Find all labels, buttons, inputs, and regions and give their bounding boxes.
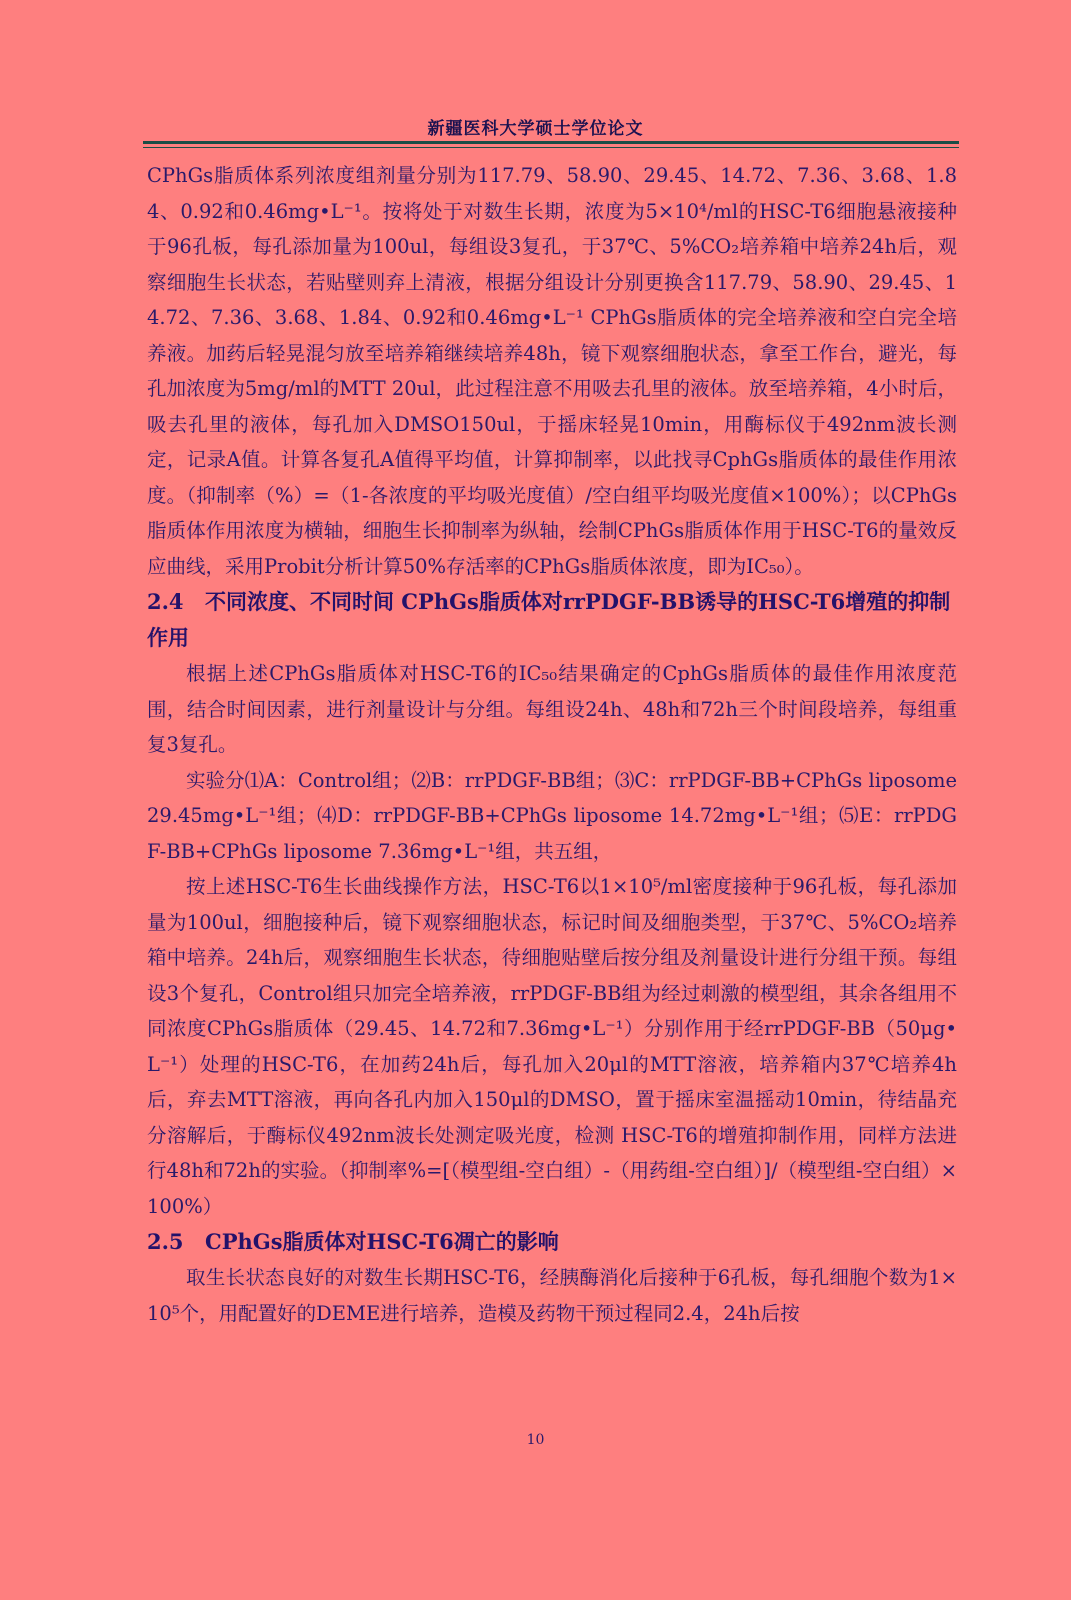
paragraph-apoptosis: 取生长状态良好的对数生长期HSC-T6，经胰酶消化后接种于6孔板，每孔细胞个数为1×10⁵个，用配置好的DEME进行培养，造模及药物干预过程同2.4，24h后按 <box>147 1266 957 1325</box>
body-text <box>147 158 957 1331</box>
section-number: 2.5 <box>147 1229 184 1254</box>
paragraph-procedure: 按上述HSC-T6生长曲线操作方法，HSC-T6以1×10⁵/ml密度接种于96孔板，每孔添加量为100ul，细胞接种后，镜下观察细胞状态，标记时间及细胞类型，于37℃、5%CO₂培养箱中培养。24h后，观察细胞生长状态，待细胞贴壁后按分组及剂量设计进行分组干预。每组设3个复孔，Control组只加完全培养液，rrPDGF-BB组为经过刺激的模型组，其余各组用不同浓度CPhGs脂质体（29.45、14.72和7.36mg•L⁻¹）分别作用于经rrPDGF-BB（50μg•L⁻¹）处理的HSC-T6，在加药24h后，每孔加入20μl的MTT溶液，培养箱内37℃培养4h后，弃去MTT溶液，再向各孔内加入150μl的DMSO，置于摇床室温摇动10min，待结晶充分溶解后，于酶标仪492nm波长处测定吸光度，检测 HSC-T6的增殖抑制作用，同样方法进行48h和72h的实验。（抑制率%=[（模型组-空白组）-（用药组-空白组）]/（模型组-空白组）×100%） <box>147 875 957 1218</box>
header-rule-thick <box>143 141 959 144</box>
section-heading-2-4 <box>147 584 957 656</box>
paragraph-groups: 实验分⑴A：Control组；⑵B：rrPDGF-BB组；⑶C：rrPDGF-BB+CPhGs liposome 29.45mg•L⁻¹组；⑷D：rrPDGF-BB+CPhGs liposome 14.72mg•L⁻¹组；⑸E：rrPDGF-BB+CPhGs liposome 7.36mg•L⁻¹组，共五组， <box>147 768 957 863</box>
paragraph-dose-design: 根据上述CPhGs脂质体对HSC-T6的IC₅₀结果确定的CphGs脂质体的最佳作用浓度范围，结合时间因素，进行剂量设计与分组。每组设24h、48h和72h三个时间段培养，每组重复3复孔。 <box>147 662 957 756</box>
page-number: 10 <box>526 1432 545 1448</box>
running-header-title: 新疆医科大学硕士学位论文 <box>427 119 644 139</box>
paragraph-dose-groups: CPhGs脂质体系列浓度组剂量分别为117.79、58.90、29.45、14.72、7.36、3.68、1.84、0.92和0.46mg•L⁻¹。按将处于对数生长期，浓度为5×10⁴/ml的HSC-T6细胞悬液接种于96孔板，每孔添加量为100ul，每组设3复孔，于37℃、5%CO₂培养箱中培养24h后，观察细胞生长状态，若贴壁则弃上清液，根据分组设计分别更换含117.79、58.90、29.45、14.72、7.36、3.68、1.84、0.92和0.46mg•L⁻¹ CPhGs脂质体的完全培养液和空白完全培养液。加药后轻晃混匀放至培养箱继续培养48h，镜下观察细胞状态，拿至工作台，避光，每孔加浓度为5mg/ml的MTT 20ul，此过程注意不用吸去孔里的液体。放至培养箱，4小时后，吸去孔里的液体，每孔加入DMSO150ul，于摇床轻晃10min，用酶标仪于492nm波长测定，记录A值。计算各复孔A值得平均值，计算抑制率，以此找寻CphGs脂质体的最佳作用浓度。（抑制率（%）=（1-各浓度的平均吸光度值）/空白组平均吸光度值×100%）；以CPhGs脂质体作用浓度为横轴，细胞生长抑制率为纵轴，绘制CPhGs脂质体作用于HSC-T6的量效反应曲线，采用Probit分析计算50%存活率的CPhGs脂质体浓度，即为IC₅₀）。 <box>147 164 957 578</box>
header-rule-thin <box>143 147 959 148</box>
section-title: CPhGs脂质体对HSC-T6凋亡的影响 <box>205 1229 559 1254</box>
section-title: 不同浓度、不同时间 CPhGs脂质体对rrPDGF-BB诱导的HSC-T6增殖的抑制作用 <box>147 589 951 650</box>
section-number: 2.4 <box>147 589 184 614</box>
section-heading-2-5 <box>147 1224 957 1260</box>
